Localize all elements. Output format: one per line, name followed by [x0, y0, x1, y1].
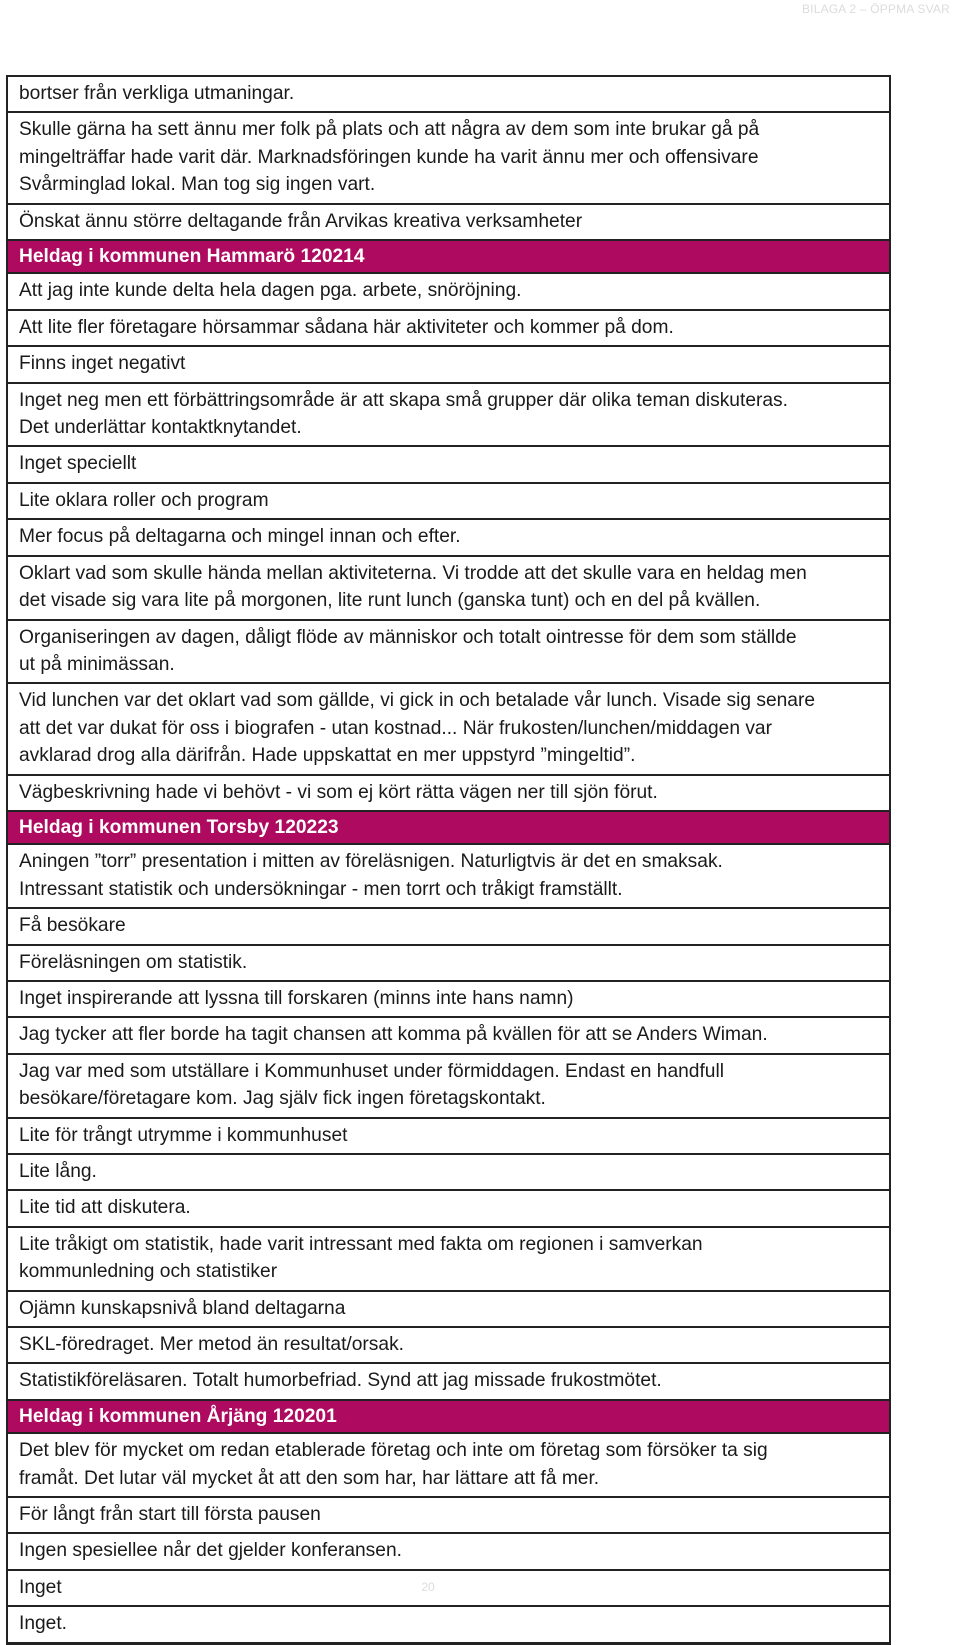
response-text-line: SKL-föredraget. Mer metod än resultat/orsak. — [19, 1334, 404, 1356]
response-text-line: mingelträffar hade varit där. Marknadsföringen kunde ha varit ännu mer och offensivare — [19, 146, 759, 168]
response-text-line: Lite tråkigt om statistik, hade varit intressant med fakta om regionen i samverkan — [19, 1233, 703, 1255]
response-row — [8, 1607, 889, 1641]
section-title: Heldag i kommunen Torsby 120223 — [19, 816, 339, 838]
response-text-line: Inget neg men ett förbättringsområde är att skapa små grupper där olika teman diskuteras. — [19, 389, 788, 411]
response-row — [8, 384, 889, 448]
response-row — [8, 311, 889, 347]
section-header-row — [8, 241, 889, 274]
response-row — [8, 1055, 889, 1119]
response-text-line: Föreläsningen om statistik. — [19, 951, 248, 973]
response-row — [8, 776, 889, 812]
response-row — [8, 1534, 889, 1570]
response-text-line: avklarad drog alla därifrån. Hade uppskattat en mer uppstyrd ”mingeltid”. — [19, 745, 636, 767]
response-text-line: Skulle gärna ha sett ännu mer folk på plats och att några av dem som inte brukar gå på — [19, 119, 760, 141]
response-text-line: Inget inspirerande att lyssna till forskaren (minns inte hans namn) — [19, 987, 574, 1009]
response-text-line: Intressant statistik och undersökningar - men torrt och tråkigt framställt. — [19, 878, 623, 900]
response-row — [8, 1018, 889, 1054]
section-header-row — [8, 812, 889, 845]
section-title: Heldag i kommunen Hammarö 120214 — [19, 246, 365, 268]
response-row — [8, 1434, 889, 1498]
response-text-line: kommunledning och statistiker — [19, 1261, 278, 1283]
response-text-line: Det underlättar kontaktknytandet. — [19, 417, 302, 439]
response-text-line: Att jag inte kunde delta hela dagen pga. arbete, snöröjning. — [19, 280, 522, 302]
response-row — [8, 274, 889, 310]
response-row — [8, 946, 889, 982]
response-text-line: att det var dukat för oss i biografen - utan kostnad... När frukosten/lunchen/middagen var — [19, 717, 772, 739]
response-row — [8, 1328, 889, 1364]
response-text-line: Jag var med som utställare i Kommunhuset under förmiddagen. Endast en handfull — [19, 1060, 725, 1082]
response-row — [8, 845, 889, 909]
response-text-line: Lite oklara roller och program — [19, 489, 269, 511]
response-row — [8, 1292, 889, 1328]
response-text-line: För långt från start till första pausen — [19, 1504, 321, 1526]
section-title: Heldag i kommunen Årjäng 120201 — [19, 1405, 337, 1427]
response-text-line: Vid lunchen var det oklart vad som gällde, vi gick in och betalade vår lunch. Visade sig senare — [19, 690, 816, 712]
response-row — [8, 684, 889, 775]
section-header-row — [8, 1401, 889, 1434]
response-row — [8, 347, 889, 383]
response-table — [6, 75, 891, 1645]
response-text-line: Lite lång. — [19, 1161, 97, 1182]
response-text-line: Organiseringen av dagen, dåligt flöde av människor och totalt ointresse för dem som ställde — [19, 626, 797, 648]
response-text-line: Inget. — [19, 1613, 68, 1635]
response-row — [8, 1498, 889, 1534]
response-text-line: Ojämn kunskapsnivå bland deltagarna — [19, 1297, 346, 1319]
response-text-line: Lite tid att diskutera. — [19, 1197, 191, 1219]
response-text-line: det visade sig vara lite på morgonen, lite runt lunch (ganska tunt) och en del på kvällen. — [19, 590, 761, 612]
response-text-line: besökare/företagare kom. Jag själv fick ingen företagskontakt. — [19, 1088, 546, 1110]
response-row — [8, 1228, 889, 1292]
response-row — [8, 520, 889, 556]
response-text-line: Lite för trångt utrymme i kommunhuset — [19, 1124, 348, 1146]
response-text-line: Få besökare — [19, 915, 126, 937]
response-row — [8, 484, 889, 520]
response-row — [8, 447, 889, 483]
response-text-line: Inget speciellt — [19, 453, 137, 475]
response-text-line: Aningen ”torr” presentation i mitten av föreläsnigen. Naturligtvis är det en smaksak. — [19, 851, 723, 873]
response-text-line: bortser från verkliga utmaningar. — [19, 83, 295, 104]
response-text-line: Inget — [19, 1576, 62, 1598]
response-text-line: Att lite fler företagare hörsammar sådana här aktiviteter och kommer på dom. — [19, 316, 674, 338]
response-text-line: Finns inget negativt — [19, 353, 186, 375]
response-text-line: Jag tycker att fler borde ha tagit chansen att komma på kvällen för att se Anders Wiman. — [19, 1024, 768, 1046]
page-number: 20 — [421, 1580, 435, 1594]
response-row — [8, 77, 889, 113]
response-text-line: Vägbeskrivning hade vi behövt - vi som ej kört rätta vägen ner till sjön förut. — [19, 781, 658, 803]
response-row — [8, 557, 889, 621]
response-row — [8, 909, 889, 945]
response-text-line: Svårminglad lokal. Man tog sig ingen vart. — [19, 174, 376, 196]
response-text-line: ut på minimässan. — [19, 653, 175, 675]
response-text-line: Statistikföreläsaren. Totalt humorbefriad. Synd att jag missade frukostmötet. — [19, 1370, 662, 1392]
response-row — [8, 621, 889, 685]
response-text-line: Det blev för mycket om redan etablerade företag och inte om företag som försöker ta sig — [19, 1440, 768, 1462]
response-row — [8, 1119, 889, 1155]
response-text-line: Mer focus på deltagarna och mingel innan och efter. — [19, 526, 461, 548]
response-row — [8, 1155, 889, 1191]
response-row — [8, 205, 889, 241]
response-text-line: Önskat ännu större deltagande från Arvikas kreativa verksamheter — [19, 210, 583, 232]
response-row — [8, 1191, 889, 1227]
response-text-line: Oklart vad som skulle hända mellan aktiviteterna. Vi trodde att det skulle vara en heldag men — [19, 562, 807, 584]
response-text-line: framåt. Det lutar väl mycket åt att den som har, har lättare att få mer. — [19, 1467, 600, 1489]
response-row — [8, 982, 889, 1018]
response-text-line: Ingen spesiellee når det gjelder konferansen. — [19, 1540, 402, 1562]
response-row — [8, 113, 889, 204]
response-row — [8, 1364, 889, 1400]
page-header: BILAGA 2 – ÖPPMA SVAR — [801, 2, 950, 16]
